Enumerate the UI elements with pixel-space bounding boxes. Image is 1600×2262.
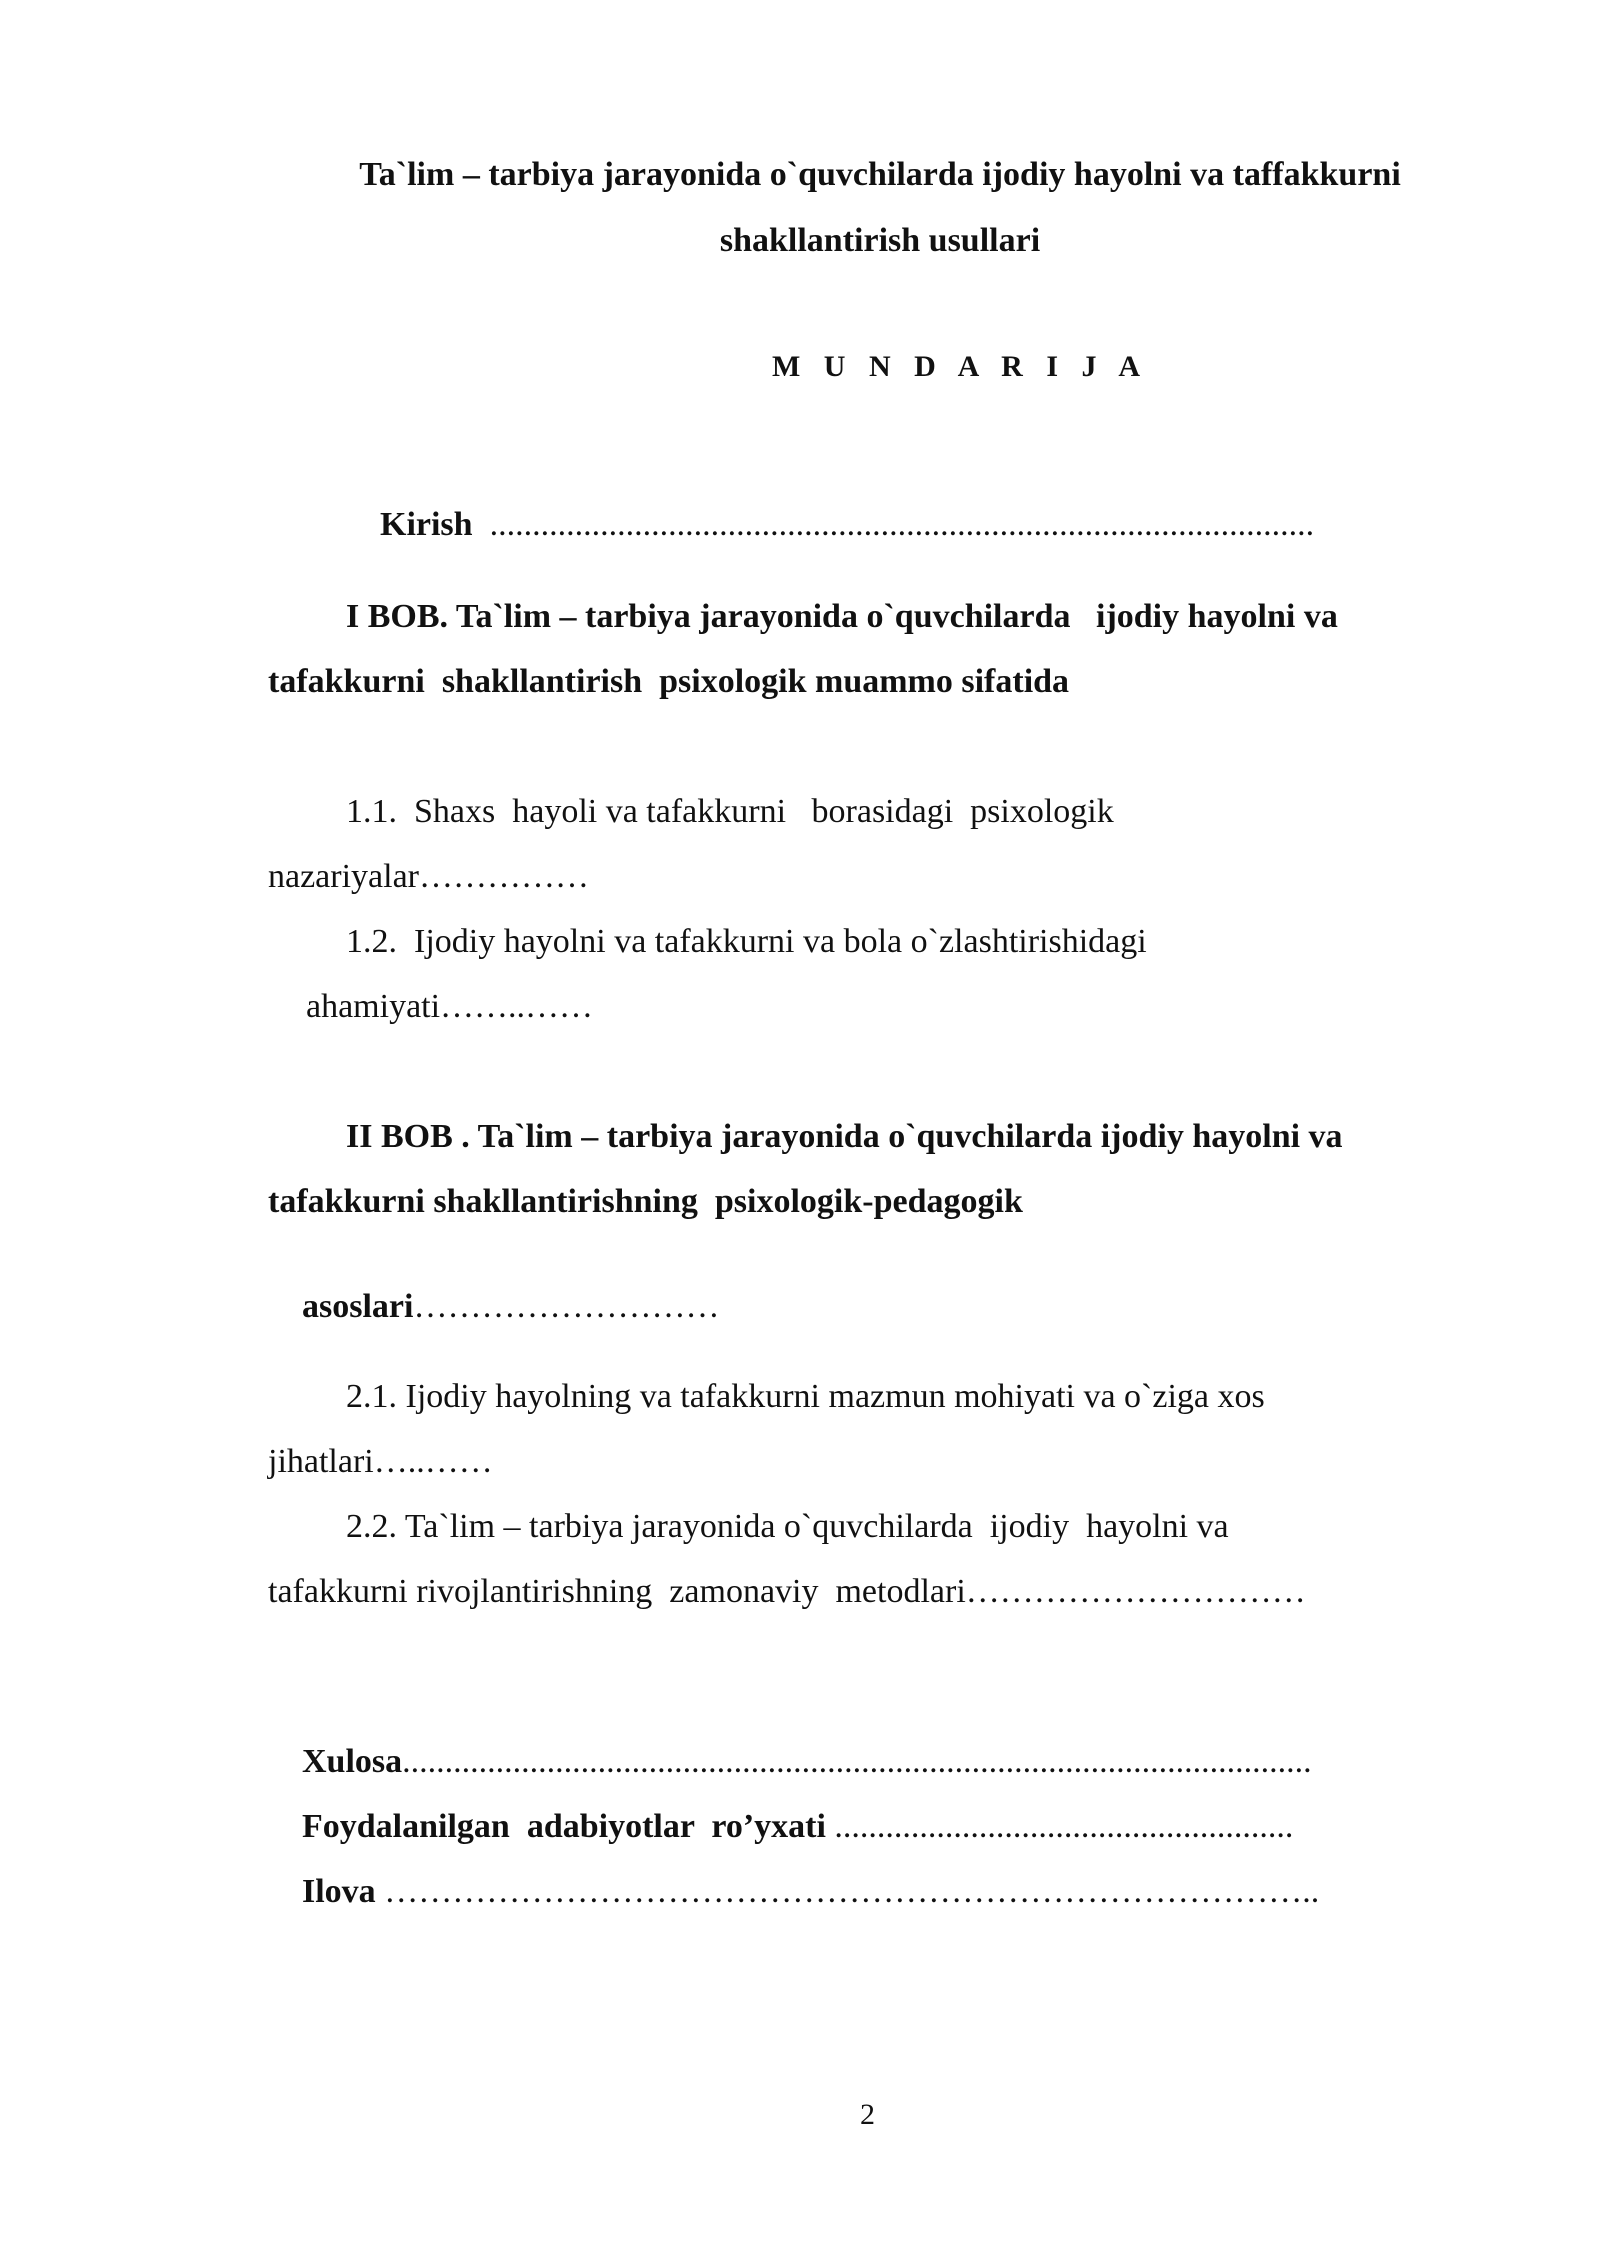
toc-leader-dots: ……………………………………………………………………….. (375, 1873, 1320, 1910)
document-title-line-2: shakllantirish usullari (719, 222, 1041, 259)
toc-chapter-2-line-2: tafakkurni shakllantirishning psixologik-pedagogik (268, 1183, 1023, 1220)
toc-chapter-1-line-2: tafakkurni shakllantirish psixologik muammo sifatida (268, 663, 1070, 700)
toc-chapter-1-line-1: I BOB. Ta`lim – tarbiya jarayonida o`quvchilarda ijodiy hayolni va (346, 598, 1338, 635)
toc-heading: M U N D A R I J A (771, 350, 1148, 383)
toc-entry-label: Kirish (380, 506, 473, 543)
toc-entry-label: Xulosa (302, 1743, 403, 1780)
toc-section-2-2-line-2: tafakkurni rivojlantirishning zamonaviy metodlari………………………… (268, 1573, 1306, 1610)
toc-chapter-2-line-1: II BOB . Ta`lim – tarbiya jarayonida o`quvchilarda ijodiy hayolni va (346, 1118, 1343, 1155)
toc-section-1-2-line-1: 1.2. Ijodiy hayolni va tafakkurni va bola o`zlashtirishidagi (346, 923, 1147, 960)
toc-entry-label: Foydalanilgan adabiyotlar ro’yxati (302, 1808, 826, 1845)
toc-entry-label: asoslari (302, 1288, 414, 1325)
toc-section-1-2-line-2: ahamiyati……..…… (306, 988, 594, 1025)
page-number: 2 (860, 2098, 875, 2131)
toc-leader-dots: ……………………… (413, 1288, 720, 1325)
toc-section-2-1-line-1: 2.1. Ijodiy hayolning va tafakkurni mazmun mohiyati va o`ziga xos (346, 1378, 1265, 1415)
document-title-line-1: Ta`lim – tarbiya jarayonida o`quvchilarda ijodiy hayolni va taffakkurni (359, 156, 1401, 193)
toc-leader-dots: ........................................................................................................... (402, 1743, 1312, 1780)
toc-leader-dots: ................................................................................................. (472, 506, 1315, 543)
toc-section-2-1-line-2: jihatlari…..…… (268, 1443, 493, 1480)
toc-leader-dots: ...................................................... (825, 1808, 1294, 1845)
toc-entry-label: Ilova (302, 1873, 376, 1910)
toc-section-2-2-line-1: 2.2. Ta`lim – tarbiya jarayonida o`quvchilarda ijodiy hayolni va (346, 1508, 1229, 1545)
toc-entry-ilova (268, 1832, 1319, 1952)
toc-section-1-1-line-1: 1.1. Shaxs hayoli va tafakkurni borasidagi psixologik (346, 793, 1114, 830)
toc-chapter-2-line-3 (268, 1247, 719, 1367)
toc-entry-kirish (346, 465, 1314, 585)
toc-section-1-1-line-2: nazariyalar…………… (268, 858, 589, 895)
